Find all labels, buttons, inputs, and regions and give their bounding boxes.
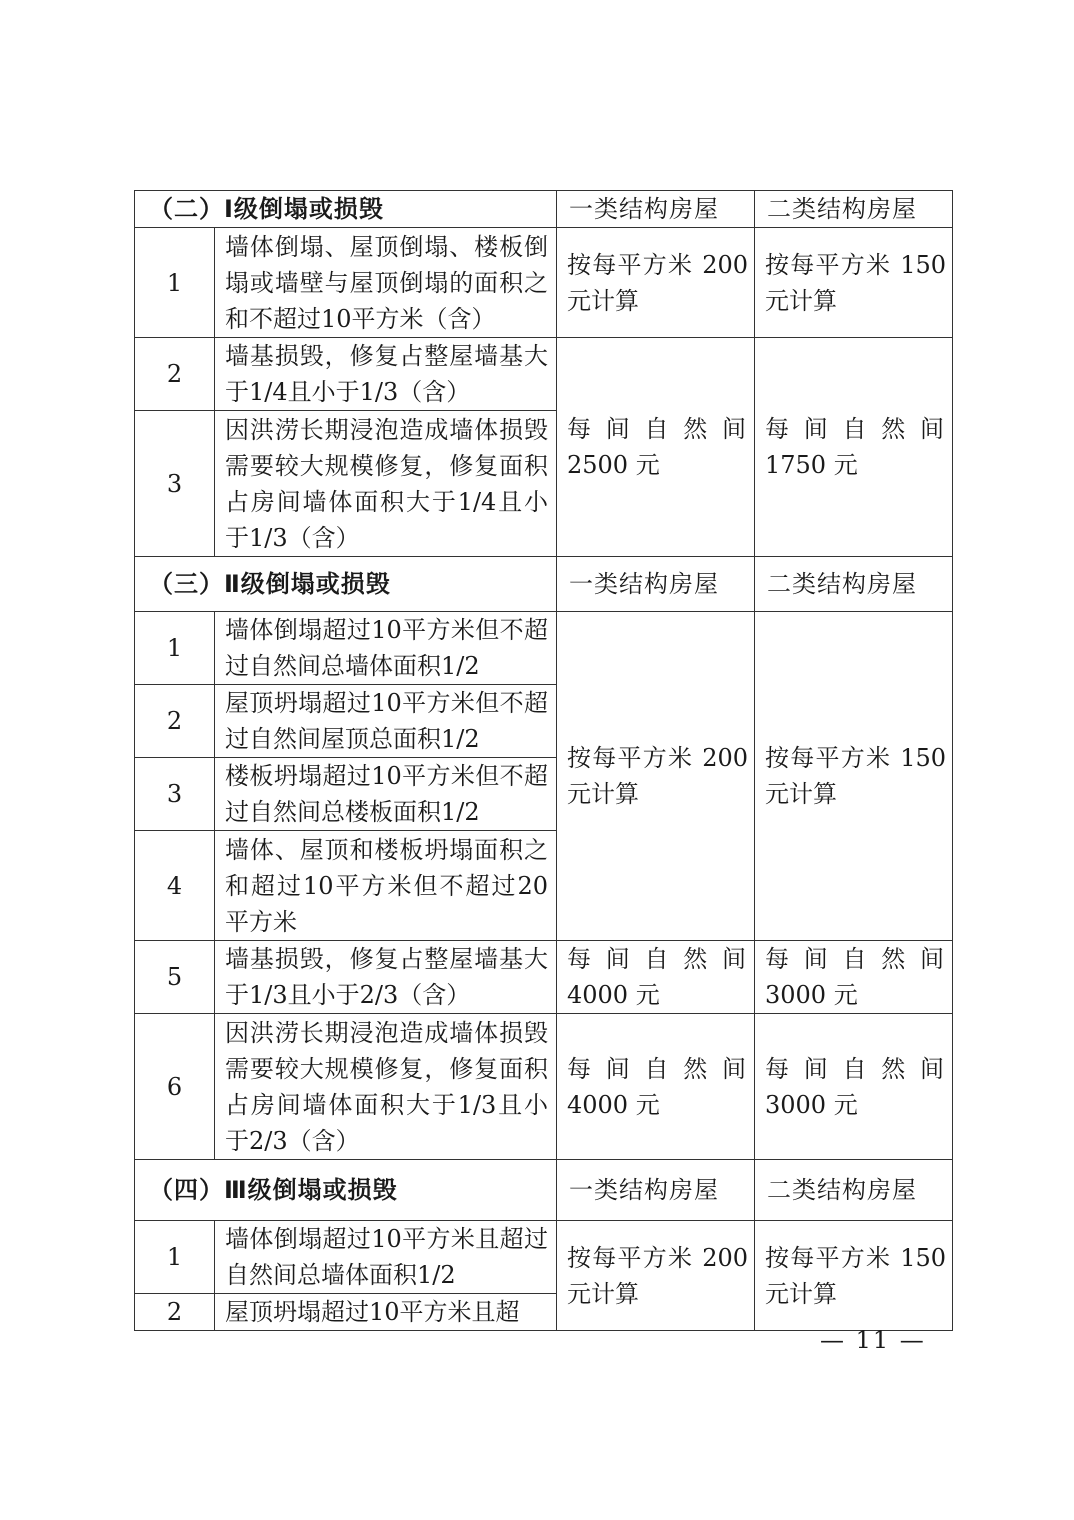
- value-type1: [557, 1014, 755, 1160]
- row-number: 2: [135, 1294, 215, 1331]
- row-number: 3: [135, 758, 215, 831]
- value-per-room-label: 每 间 自 然 间: [567, 415, 748, 443]
- row-description: 墙基损毁，修复占整屋墙基大于1/3且小于2/3（含）: [215, 941, 557, 1014]
- value-type1: [557, 338, 755, 557]
- row-description: 墙体倒塌超过10平方米且超过自然间总墙体面积1/2: [215, 1221, 557, 1294]
- row-description: 因洪涝长期浸泡造成墙体损毁需要较大规模修复，修复面积占房间墙体面积大于1/4且小于1/3（含）: [215, 411, 557, 557]
- value-amount: 2500 元: [567, 451, 660, 479]
- column-header-type2: 二类结构房屋: [755, 1160, 953, 1221]
- row-number: 1: [135, 612, 215, 685]
- value-per-room-label: 每 间 自 然 间: [567, 1054, 748, 1083]
- column-header-type1: 一类结构房屋: [557, 191, 755, 228]
- row-description: 楼板坍塌超过10平方米但不超过自然间总楼板面积1/2: [215, 758, 557, 831]
- section-title: （三）Ⅱ级倒塌或损毁: [135, 557, 557, 612]
- table-row: [135, 1014, 953, 1160]
- value-per-room-label: 每 间 自 然 间: [765, 1054, 946, 1083]
- value-per-room-label: 每 间 自 然 间: [765, 415, 946, 443]
- column-header-type1: 一类结构房屋: [557, 1160, 755, 1221]
- value-type1: 按每平方米 200 元计算: [557, 612, 755, 941]
- value-type1: 按每平方米 200 元计算: [557, 228, 755, 338]
- row-number: 2: [135, 685, 215, 758]
- value-type2: [755, 1014, 953, 1160]
- value-amount: 1750 元: [765, 451, 858, 479]
- table-row: [135, 228, 953, 338]
- value-amount: 4000 元: [567, 1090, 660, 1119]
- section-title: （四）Ⅲ级倒塌或损毁: [135, 1160, 557, 1221]
- table-row: [135, 612, 953, 685]
- value-type2: [755, 338, 953, 557]
- column-header-type2: 二类结构房屋: [755, 191, 953, 228]
- value-per-room-label: 每 间 自 然 间: [567, 945, 748, 973]
- row-description: 屋顶坍塌超过10平方米且超: [215, 1294, 557, 1331]
- value-amount: 3000 元: [765, 1090, 858, 1119]
- row-description: 墙体、屋顶和楼板坍塌面积之和超过10平方米但不超过20平方米: [215, 831, 557, 941]
- value-type2: 按每平方米 150 元计算: [755, 1221, 953, 1331]
- value-type1: 按每平方米 200 元计算: [557, 1221, 755, 1331]
- table-row: [135, 338, 953, 411]
- compensation-table: [134, 190, 953, 1331]
- value-type1: [557, 941, 755, 1014]
- row-description: 墙体倒塌、屋顶倒塌、楼板倒塌或墙壁与屋顶倒塌的面积之和不超过10平方米（含）: [215, 228, 557, 338]
- row-number: 1: [135, 1221, 215, 1294]
- row-number: 1: [135, 228, 215, 338]
- value-amount: 4000 元: [567, 981, 660, 1009]
- row-description: 因洪涝长期浸泡造成墙体损毁需要较大规模修复，修复面积占房间墙体面积大于1/3且小于2/3（含）: [215, 1014, 557, 1160]
- value-type2: 按每平方米 150 元计算: [755, 612, 953, 941]
- value-type2: 按每平方米 150 元计算: [755, 228, 953, 338]
- section-header-row: [135, 1160, 953, 1221]
- row-number: 6: [135, 1014, 215, 1160]
- row-description: 屋顶坍塌超过10平方米但不超过自然间屋顶总面积1/2: [215, 685, 557, 758]
- value-per-room-label: 每 间 自 然 间: [765, 945, 946, 973]
- row-number: 2: [135, 338, 215, 411]
- row-number: 4: [135, 831, 215, 941]
- row-number: 3: [135, 411, 215, 557]
- section-header-row: [135, 557, 953, 612]
- row-number: 5: [135, 941, 215, 1014]
- section-header-row: [135, 191, 953, 228]
- column-header-type2: 二类结构房屋: [755, 557, 953, 612]
- page-number: — 11 —: [820, 1326, 926, 1354]
- row-description: 墙体倒塌超过10平方米但不超过自然间总墙体面积1/2: [215, 612, 557, 685]
- section-title: （二）Ⅰ级倒塌或损毁: [135, 191, 557, 228]
- column-header-type1: 一类结构房屋: [557, 557, 755, 612]
- value-type2: [755, 941, 953, 1014]
- table-row: [135, 1221, 953, 1294]
- table-row: [135, 941, 953, 1014]
- row-description: 墙基损毁，修复占整屋墙基大于1/4且小于1/3（含）: [215, 338, 557, 411]
- value-amount: 3000 元: [765, 981, 858, 1009]
